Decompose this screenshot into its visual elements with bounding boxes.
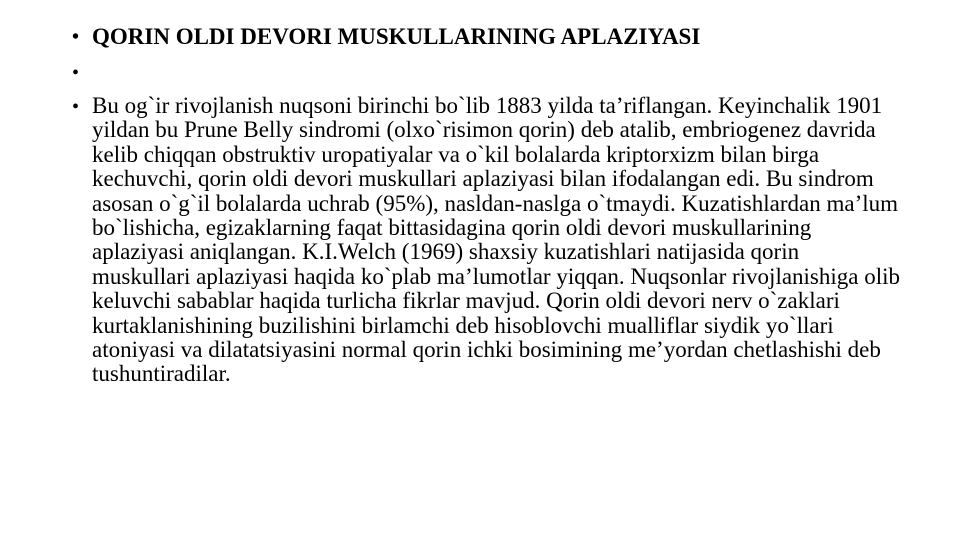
slide-title: QORIN OLDI DEVORI MUSKULLARINING APLAZIYASI [92,24,701,49]
body-paragraph: Bu og`ir rivojlanish nuqsoni birinchi bo`lib 1883 yilda ta’riflangan. Keyinchalik 1901 yildan bu Prune Belly sindromi (olxo`risimon qorin) deb atalib, embriogenez davrida kelib chiqqan obstruktiv uropatiyalar va o`kil bolalarda kriptorxizm bilan birga kechuvchi, qorin oldi devori muskullari aplaziyasi bilan ifodalangan edi. Bu sindrom asosan o`g`il bolalarda uchrab (95%), nasldan-naslga o`tmaydi. Kuzatishlardan ma’lum bo`lishicha, egizaklarning faqat bittasidagina qorin oldi devori muskullarining aplaziyasi aniqlangan. K.I.Welch (1969) shaxsiy kuzatishlari natijasida qorin muskullari aplaziyasi haqida ko`plab ma’lumotlar yiqqan. Nuqsonlar rivojlanishiga olib keluvchi sabablar haqida turlicha fikrlar mavjud. Qorin oldi devori nerv o`zaklari kurtaklanishining buzilishini birlamchi deb hisoblovchi mualliflar siydik yo`llari atoniyasi va dilatatsiyasini normal qorin ichki bosimining me’yordan chetlashishi deb tushuntiradilar. [92,93,901,387]
body-bullet-item [72,94,902,387]
bullet-list [72,24,902,387]
empty-bullet-item [72,60,902,86]
bullet-icon: • [72,26,80,48]
bullet-icon: • [72,62,80,84]
bullet-icon: • [72,96,80,118]
slide-title-item [72,24,902,50]
